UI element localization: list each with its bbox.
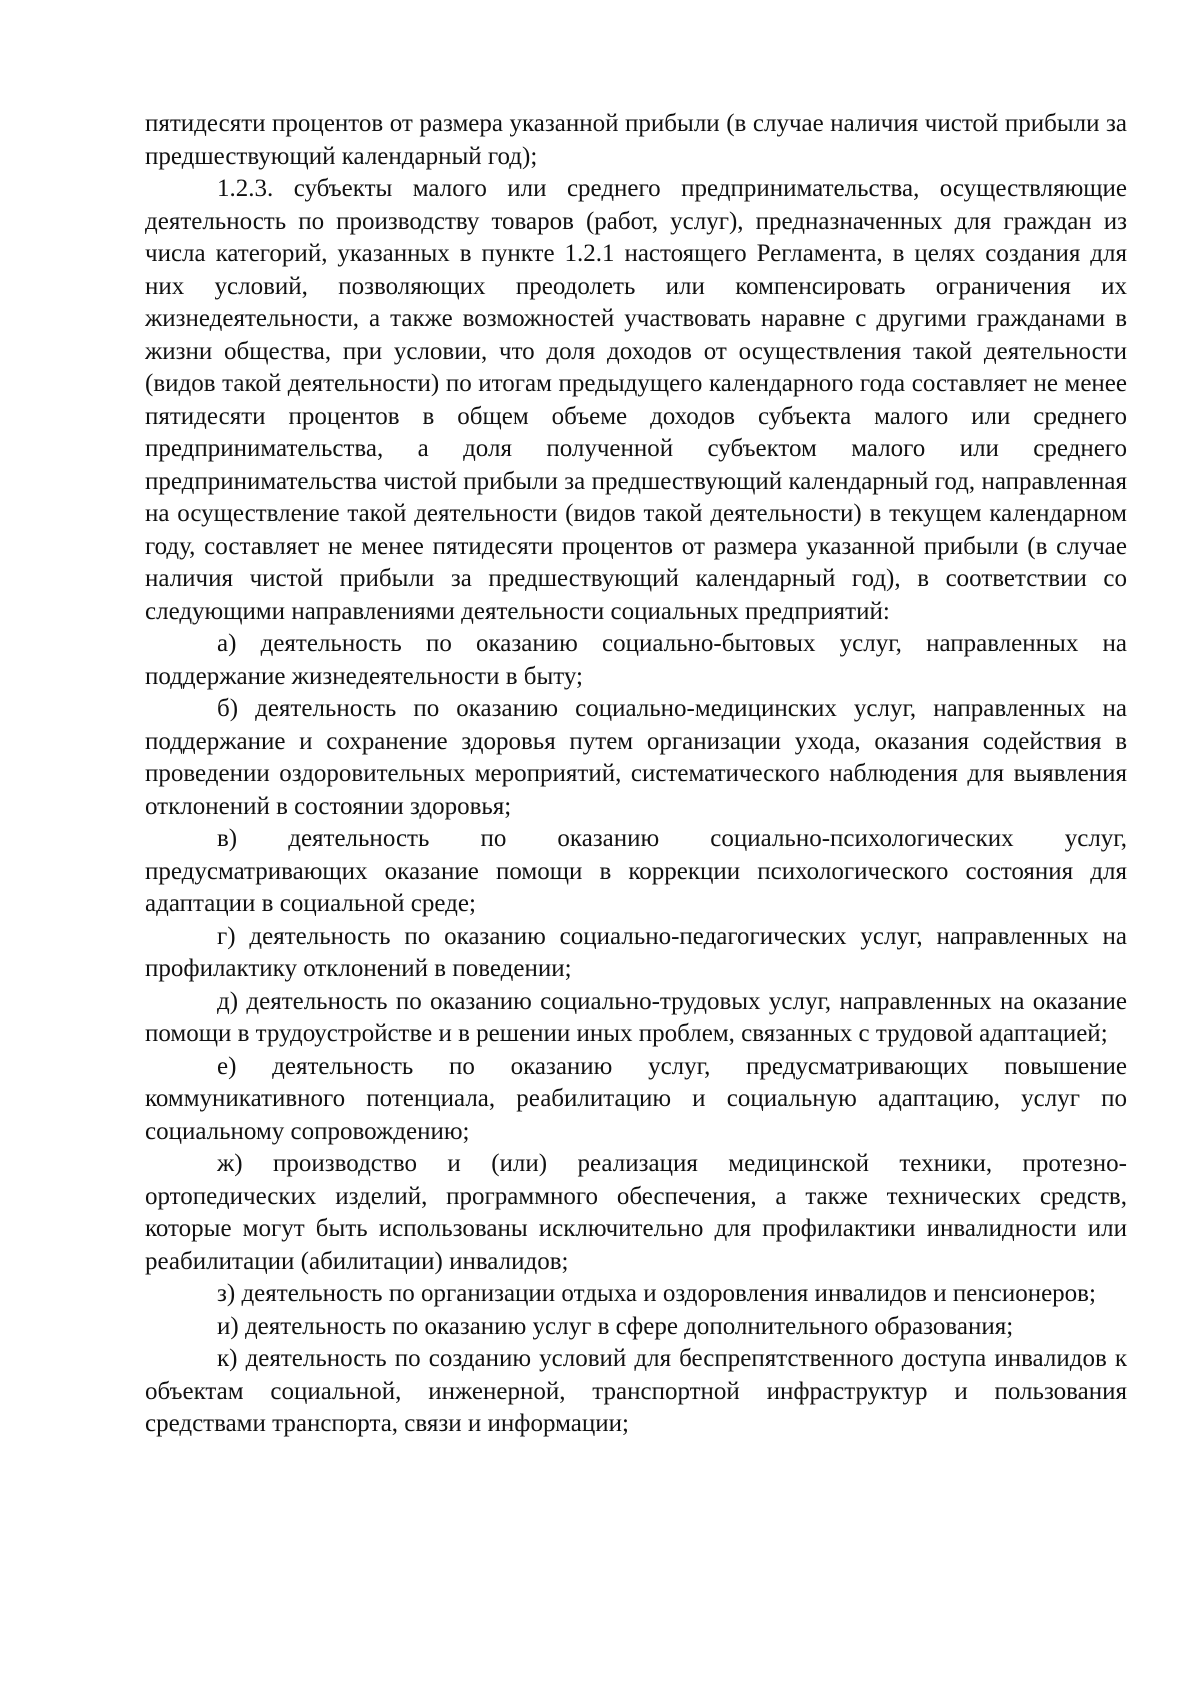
document-page [145, 108, 1127, 1441]
list-item-b: б) деятельность по оказанию социально-медицинских услуг, направленных на поддержание и сохранение здоровья путем организации ухода, оказания содействия в проведении оздоровительных мероприятий, систематического наблюдения для выявления отклонений в состоянии здоровья; [145, 695, 1127, 820]
list-item-g: г) деятельность по оказанию социально-педагогических услуг, направленных на профилактику отклонений в поведении; [145, 922, 1127, 982]
list-item-i: и) деятельность по оказанию услуг в сфере дополнительного образования; [217, 1312, 1014, 1340]
list-item-v: в) деятельность по оказанию социально-психологических услуг, предусматривающих оказание помощи в коррекции психологического состояния для адаптации в социальной среде; [145, 825, 1127, 917]
list-item-k: к) деятельность по созданию условий для беспрепятственного доступа инвалидов к объектам социальной, инженерной, транспортной инфраструктур и пользования средствами транспорта, связи и информации; [145, 1345, 1127, 1437]
list-item-zh: ж) производство и (или) реализация медицинской техники, протезно-ортопедических изделий, программного обеспечения, а также технических средств, которые могут быть использованы исключительно для профилактики инвалидности или реабилитации (абилитации) инвалидов; [145, 1150, 1127, 1275]
list-item-a: а) деятельность по оказанию социально-бытовых услуг, направленных на поддержание жизнедеятельности в быту; [145, 630, 1127, 690]
list-item-e: е) деятельность по оказанию услуг, предусматривающих повышение коммуникативного потенциала, реабилитацию и социальную адаптацию, услуг по социальному сопровождению; [145, 1052, 1127, 1145]
list-item-z: з) деятельность по организации отдыха и оздоровления инвалидов и пенсионеров; [217, 1280, 1096, 1307]
paragraph-continuation: пятидесяти процентов от размера указанной прибыли (в случае наличия чистой прибыли за предшествующий календарный год); [145, 110, 1127, 170]
list-item-d: д) деятельность по оказанию социально-трудовых услуг, направленных на оказание помощи в трудоустройстве и в решении иных проблем, связанных с трудовой адаптацией; [145, 987, 1127, 1047]
paragraph-clause-1-2-3: 1.2.3. субъекты малого или среднего предпринимательства, осуществляющие деятельность по производству товаров (работ, услуг), предназначенных для граждан из числа категорий, указанных в пункте 1.2.1 настоящего Регламента, в целях создания для них условий, позволяющих преодолеть или компенсировать ограничения их жизнедеятельности, а также возможностей участвовать наравне с другими гражданами в жизни общества, при условии, что доля доходов от осуществления такой деятельности (видов такой деятельности) по итогам предыдущего календарного года составляет не менее пятидесяти процентов в общем объеме доходов субъекта малого или среднего предпринимательства, а доля полученной субъектом малого или среднего предпринимательства чистой прибыли за предшествующий календарный год, направленная на осуществление такой деятельности (видов такой деятельности) в текущем календарном году, составляет не менее пятидесяти процентов от размера указанной прибыли (в случае наличия чистой прибыли за предшествующий календарный год), в соответствии со следующими направлениями деятельности социальных предприятий: [145, 175, 1127, 625]
